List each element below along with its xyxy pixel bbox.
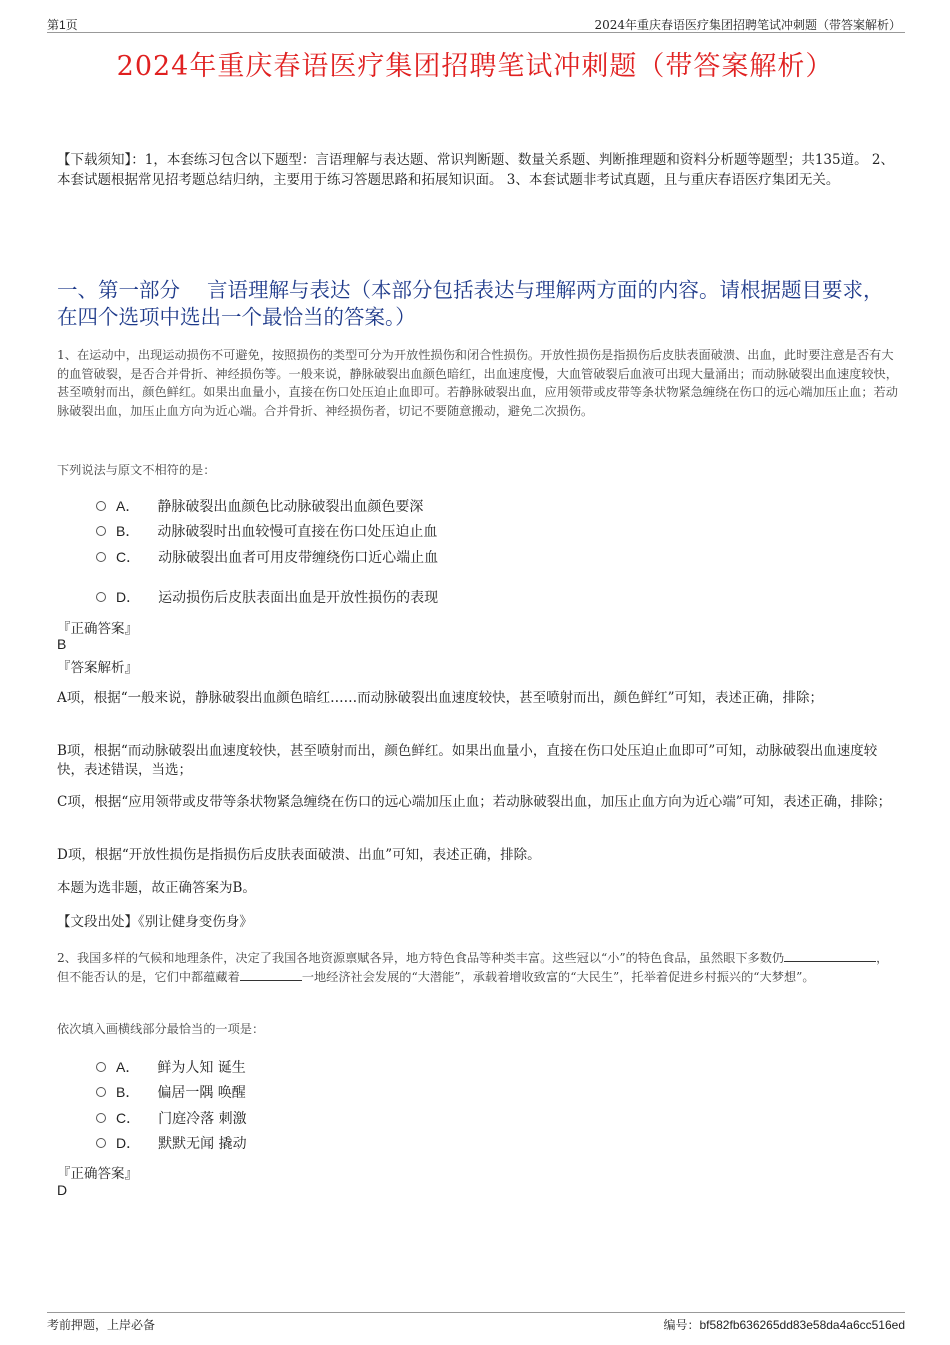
q1-answer-label: 『正确答案』	[57, 621, 138, 637]
footer-slogan: 考前押题，上岸必备	[47, 1318, 156, 1332]
q1-analysis-label: 『答案解析』	[57, 660, 138, 676]
radio-icon[interactable]	[96, 501, 106, 511]
radio-icon[interactable]	[96, 1062, 106, 1072]
download-notice: 【下载须知】：1，本套练习包含以下题型：言语理解与表达题、常识判断题、数量关系题、判断推理题和资料分析题等题型；共135道。 2、本套试题根据常见招考题总结归纳，主要用于练习答题思路和拓展知识面。 3、本套试题非考试真题，且与重庆春语医疗集团无关。	[57, 152, 894, 188]
radio-icon[interactable]	[96, 1113, 106, 1123]
page-header	[47, 14, 905, 33]
question-1-text: 1、在运动中，出现运动损伤不可避免，按照损伤的类型可分为开放性损伤和闭合性损伤。开放性损伤是指损伤后皮肤表面破溃、出血，此时要注意是否有大的血管破裂，是否合并骨折、神经损伤等。一般来说，静脉破裂出血颜色暗红，出血速度慢，大血管破裂后血液可出现大量涌出；而动脉破裂出血速度较快，甚至喷射而出，颜色鲜红。如果出血量小，直接在伤口处压迫止血即可。若静脉破裂出血，应用领带或皮带等条状物紧急缠绕在伤口的远心端加压止血；若动脉破裂出血，加压止血方向为近心端。合并骨折、神经损伤者，切记不要随意搬动，避免二次损伤。	[57, 348, 898, 418]
section-title: 一、第一部分 言语理解与表达（本部分包括表达与理解两方面的内容。请根据题目要求，在四个选项中选出一个最恰当的答案。）	[57, 278, 884, 329]
q1-answer: B	[57, 636, 67, 652]
radio-icon[interactable]	[96, 1138, 106, 1148]
document-title: 2024年重庆春语医疗集团招聘笔试冲刺题（带答案解析）	[116, 51, 834, 82]
q2-option-c[interactable]: C． 门庭冷落 刺激	[96, 1107, 247, 1129]
q2-option-b[interactable]: B． 偏居一隅 唤醒	[96, 1081, 246, 1103]
q2-answer-label: 『正确答案』	[57, 1166, 138, 1182]
q2-option-a[interactable]: A． 鲜为人知 诞生	[96, 1056, 246, 1078]
footer-id: 编号：bf582fb636265dd83e58da4a6cc516ed	[663, 1318, 905, 1332]
radio-icon[interactable]	[96, 1087, 106, 1097]
q1-option-b[interactable]: B． 动脉破裂时出血较慢可直接在伤口处压迫止血	[96, 520, 437, 542]
radio-icon[interactable]	[96, 592, 106, 602]
page-footer	[47, 1312, 905, 1331]
q1-option-c[interactable]: C． 动脉破裂出血者可用皮带缠绕伤口近心端止血	[96, 546, 438, 568]
radio-icon[interactable]	[96, 526, 106, 536]
q1-analysis-conclusion: 本题为选非题，故正确答案为B。	[57, 880, 256, 896]
q2-option-d[interactable]: D． 默默无闻 撬动	[96, 1132, 247, 1154]
q1-analysis-c: C项，根据“应用领带或皮带等条状物紧急缠绕在伤口的远心端加压止血；若动脉破裂出血，加压止血方向为近心端”可知，表述正确，排除；	[57, 794, 892, 810]
q1-option-d[interactable]: D． 运动损伤后皮肤表面出血是开放性损伤的表现	[96, 586, 438, 608]
q1-analysis-b: B项，根据“而动脉破裂出血速度较快，甚至喷射而出，颜色鲜红。如果出血量小，直接在伤口处压迫止血即可”可知，动脉破裂出血速度较快，表述错误，当选；	[57, 743, 878, 778]
q1-analysis-a: A项，根据“一般来说，静脉破裂出血颜色暗红……而动脉破裂出血速度较快，甚至喷射而出，颜色鲜红”可知，表述正确，排除；	[57, 690, 824, 706]
q1-option-a[interactable]: A． 静脉破裂出血颜色比动脉破裂出血颜色要深	[96, 495, 423, 517]
radio-icon[interactable]	[96, 552, 106, 562]
question-2-prompt: 依次填入画横线部分最恰当的一项是：	[57, 1022, 265, 1036]
question-1-prompt: 下列说法与原文不相符的是：	[57, 463, 216, 477]
header-doc-title: 2024年重庆春语医疗集团招聘笔试冲刺题（带答案解析）	[594, 18, 901, 32]
q1-source: 【文段出处】《别让健身变伤身》	[57, 914, 253, 930]
question-2-text: 2、我国多样的气候和地理条件，决定了我国各地资源禀赋各异，地方特色食品等种类丰富。这些冠以“小”的特色食品，虽然眼下多数仍 ，但不能否认的是，它们中都蕴藏着 一地经济社会发展的“大潜能”，承载着增收致富的“大民生”，托举着促进乡村振兴的“大梦想”。	[57, 951, 889, 984]
page-number: 第1页	[47, 18, 78, 32]
q2-answer: D	[57, 1182, 68, 1198]
fill-blank-2[interactable]	[240, 968, 302, 981]
q1-analysis-d: D项，根据“开放性损伤是指损伤后皮肤表面破溃、出血”可知，表述正确，排除。	[57, 847, 541, 863]
fill-blank-1[interactable]	[784, 949, 876, 962]
